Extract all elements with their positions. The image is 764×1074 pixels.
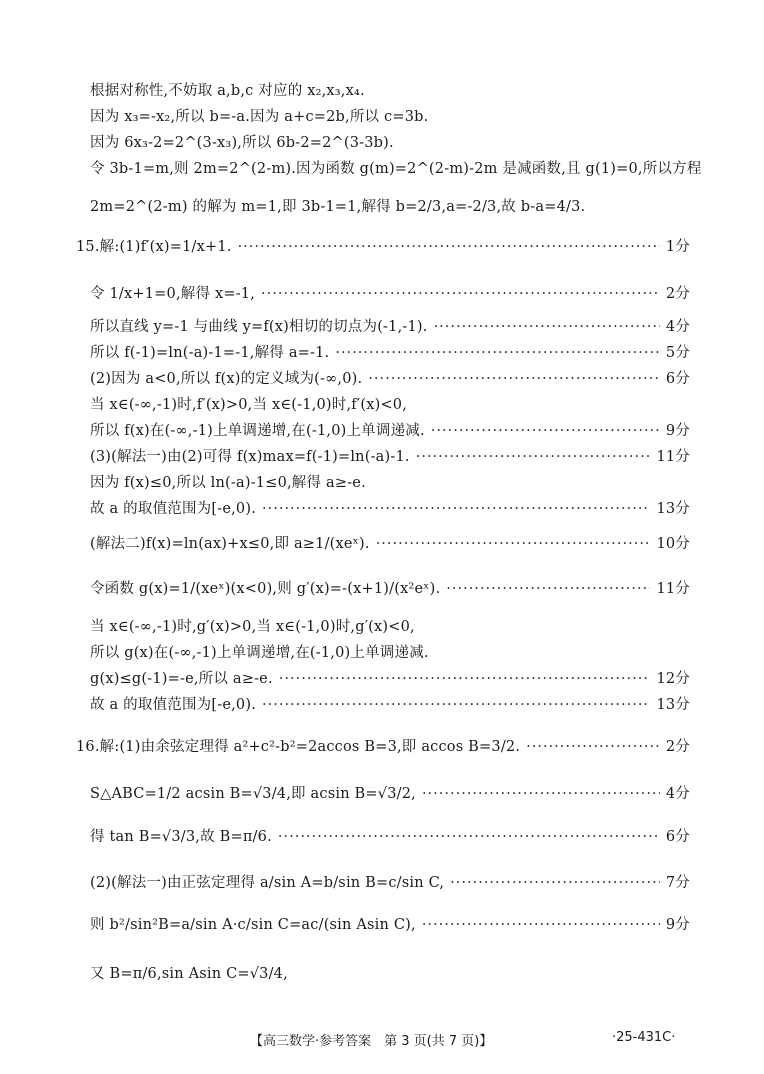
step-text: (2)(解法一)由正弦定理得 a/sin A=b/sin B=c/sin C, xyxy=(90,875,445,891)
text-line: 根据对称性,不妨取 a,b,c 对应的 x₂,x₃,x₄. xyxy=(90,83,365,99)
step-score: 6分 xyxy=(665,829,690,845)
step-text: 所以 f(x)在(-∞,-1)上单调递增,在(-1,0)上单调递减. xyxy=(90,423,425,439)
step-score: 10分 xyxy=(656,536,690,552)
leader-dots xyxy=(450,872,660,894)
step-text: 令 1/x+1=0,解得 x=-1, xyxy=(90,286,256,302)
step-text: 所以直线 y=-1 与曲线 y=f(x)相切的切点为(-1,-1). xyxy=(90,319,428,335)
step-score: 9分 xyxy=(665,423,690,439)
solution-step: 当 x∈(-∞,-1)时,f′(x)>0,当 x∈(-1,0)时,f′(x)<0, xyxy=(90,397,408,413)
step-score: 11分 xyxy=(656,449,690,465)
leader-dots xyxy=(431,420,660,442)
leader-dots xyxy=(278,826,660,848)
leader-dots xyxy=(262,498,650,520)
solution-step xyxy=(90,872,690,894)
text-line: 令 3b-1=m,则 2m=2^(2-m).因为函数 g(m)=2^(2-m)-2m 是减函数,且 g(1)=0,所以方程 xyxy=(90,161,702,177)
solution-step: 又 B=π/6,sin Asin C=√3/4, xyxy=(90,966,288,982)
footer-page-info: 【高三数学·参考答案 第 3 页(共 7 页)】 xyxy=(250,1034,493,1049)
step-score: 1分 xyxy=(665,239,690,255)
step-text: 15.解:(1)f′(x)=1/x+1. xyxy=(76,239,232,255)
step-score: 13分 xyxy=(656,501,690,517)
step-score: 4分 xyxy=(665,786,690,802)
step-text: 16.解:(1)由余弦定理得 a²+c²-b²=2accos B=3,即 accos B=3/2. xyxy=(76,739,521,755)
step-text: 故 a 的取值范围为[-e,0). xyxy=(90,697,257,713)
solution-step xyxy=(90,342,690,364)
step-text: (2)因为 a<0,所以 f(x)的定义域为(-∞,0). xyxy=(90,371,363,387)
step-score: 12分 xyxy=(656,671,690,687)
step-text: 故 a 的取值范围为[-e,0). xyxy=(90,501,257,517)
solution-step xyxy=(76,736,690,758)
solution-step xyxy=(90,498,690,520)
text-line: 2m=2^(2-m) 的解为 m=1,即 3b-1=1,解得 b=2/3,a=-2/3,故 b-a=4/3. xyxy=(90,199,586,215)
solution-step xyxy=(90,533,690,555)
leader-dots xyxy=(368,368,660,390)
solution-step xyxy=(90,368,690,390)
solution-step xyxy=(90,914,690,936)
solution-step xyxy=(90,420,690,442)
step-score: 4分 xyxy=(665,319,690,335)
leader-dots xyxy=(335,342,660,364)
step-text: (3)(解法一)由(2)可得 f(x)max=f(-1)=ln(-a)-1. xyxy=(90,449,410,465)
solution-step xyxy=(90,283,690,305)
leader-dots xyxy=(416,446,651,468)
step-text: 则 b²/sin²B=a/sin A·c/sin C=ac/(sin Asin C), xyxy=(90,917,416,933)
step-text: 得 tan B=√3/3,故 B=π/6. xyxy=(90,829,272,845)
step-text: 所以 f(-1)=ln(-a)-1=-1,解得 a=-1. xyxy=(90,345,330,361)
step-score: 2分 xyxy=(665,739,690,755)
solution-step xyxy=(90,694,690,716)
step-text: (解法二)f(x)=ln(ax)+x≤0,即 a≥1/(xeˣ). xyxy=(90,536,370,552)
step-score: 11分 xyxy=(656,581,690,597)
leader-dots xyxy=(446,578,650,600)
leader-dots xyxy=(434,316,660,338)
solution-step xyxy=(90,668,690,690)
step-score: 9分 xyxy=(665,917,690,933)
footer-code: ·25-431C· xyxy=(612,1030,676,1045)
step-score: 2分 xyxy=(665,286,690,302)
solution-step xyxy=(90,316,690,338)
solution-step xyxy=(90,578,690,600)
leader-dots xyxy=(376,533,651,555)
leader-dots xyxy=(422,914,660,936)
solution-step xyxy=(90,446,690,468)
step-score: 5分 xyxy=(665,345,690,361)
step-text: 令函数 g(x)=1/(xeˣ)(x<0),则 g′(x)=-(x+1)/(x²eˣ). xyxy=(90,581,441,597)
leader-dots xyxy=(238,236,660,258)
solution-step: 所以 g(x)在(-∞,-1)上单调递增,在(-1,0)上单调递减. xyxy=(90,645,429,661)
solution-step xyxy=(90,826,690,848)
solution-step: 因为 f(x)≤0,所以 ln(-a)-1≤0,解得 a≥-e. xyxy=(90,475,366,491)
solution-step: 当 x∈(-∞,-1)时,g′(x)>0,当 x∈(-1,0)时,g′(x)<0, xyxy=(90,619,415,635)
step-score: 6分 xyxy=(665,371,690,387)
step-score: 7分 xyxy=(665,875,690,891)
leader-dots xyxy=(526,736,660,758)
solution-step xyxy=(90,783,690,805)
solution-step xyxy=(76,236,690,258)
leader-dots xyxy=(279,668,651,690)
leader-dots xyxy=(422,783,660,805)
step-score: 13分 xyxy=(656,697,690,713)
text-line: 因为 x₃=-x₂,所以 b=-a.因为 a+c=2b,所以 c=3b. xyxy=(90,109,429,125)
text-line: 因为 6x₃-2=2^(3-x₃),所以 6b-2=2^(3-3b). xyxy=(90,135,394,151)
step-text: g(x)≤g(-1)=-e,所以 a≥-e. xyxy=(90,671,273,687)
step-text: S△ABC=1/2 acsin B=√3/4,即 acsin B=√3/2, xyxy=(90,786,416,802)
leader-dots xyxy=(261,283,660,305)
leader-dots xyxy=(262,694,650,716)
